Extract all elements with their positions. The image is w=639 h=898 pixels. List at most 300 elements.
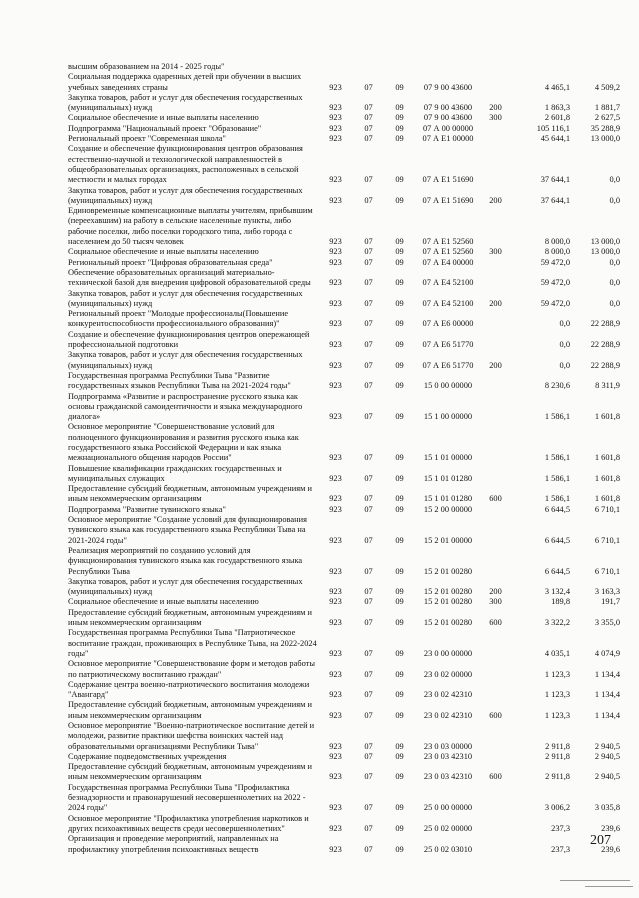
row-target-article: 15 2 00 00000 [423,504,473,514]
row-section-code: 07 [364,494,373,504]
row-expense-type [481,783,510,814]
row-ministry-code: 923 [329,412,342,422]
row-ministry-code: 923 [329,844,342,854]
row-name: Повышение квалификации гражданских государственных и муниципальных служащих [68,463,282,483]
table-row [68,113,620,123]
row-target-article: 07 9 00 43600 [423,82,473,92]
row-section-code: 07 [364,710,373,720]
row-target-article: 25 0 02 03010 [423,844,473,854]
row-section-code: 07 [364,453,373,463]
row-target-article: 23 0 00 00000 [423,648,473,658]
row-target-article: 23 0 02 00000 [423,669,473,679]
row-amount-year1: 37 644,1 [540,195,570,205]
row-section-code: 07 [364,823,373,833]
row-expense-type: 600 [489,710,502,720]
row-target-article: 23 0 03 42310 [423,772,473,782]
row-ministry-code: 923 [329,535,342,545]
row-expense-type: 300 [489,597,502,607]
row-amount-year1: 6 644,5 [544,535,570,545]
row-expense-type [481,721,510,752]
row-amount-year2: 1 134,4 [594,690,620,700]
row-expense-type: 300 [489,113,502,123]
row-expense-type [481,258,510,268]
row-target-article: 15 1 00 00000 [423,412,473,422]
row-expense-type: 200 [489,195,502,205]
row-expense-type [481,834,510,855]
row-amount-year1: 1 123,3 [544,669,570,679]
row-target-article: 07 А Е4 00000 [422,257,474,267]
row-amount-year1: 0,0 [559,319,570,329]
row-amount-year1: 237,3 [551,823,570,833]
row-ministry-code: 923 [329,340,342,350]
row-ministry-code: 923 [329,772,342,782]
row-subsection-code: 09 [395,844,404,854]
row-target-article: 07 9 00 43600 [423,103,473,113]
row-target-article: 15 1 01 01280 [423,473,473,483]
row-amount-year2: 1 134,4 [594,669,620,679]
row-subsection-code: 09 [395,473,404,483]
row-expense-type: 600 [489,494,502,504]
row-name: Закупка товаров, работ и услуг для обеспечения государственных (муниципальных) нужд [68,350,303,370]
row-subsection-code [384,62,415,72]
row-ministry-code: 923 [329,123,342,133]
row-name: Основное мероприятие "Совершенствование форм и методов работы по патриотическому воспитанию граждан" [68,659,315,679]
row-expense-type: 200 [489,298,502,308]
row-subsection-code: 09 [395,103,404,113]
table-row [68,505,620,515]
budget-table [68,62,620,855]
row-amount-year2: 35 288,9 [590,123,620,133]
row-target-article: 25 0 02 00000 [423,823,473,833]
row-section-code: 07 [364,103,373,113]
row-amount-year1: 45 644,1 [540,134,570,144]
row-name: Обеспечение образовательных организаций материально-технической базой для внедрения цифровой образовательной среды [68,267,311,288]
row-name: Предоставление субсидий бюджетным, автономным учреждениям и иным некоммерческим организациям [68,607,312,628]
row-expense-type [481,392,510,423]
table-row [68,289,620,310]
row-expense-type [481,515,510,546]
row-name: Единовременные компенсационные выплаты учителям, прибывшим (переехавшим) на работу в сельские населенные пункты, либо рабочие поселки, либо поселки городского типа, либо города с населением до 50 тысяч человек [68,206,313,247]
row-ministry-code: 923 [329,103,342,113]
row-name: Подпрограмма "Развитие тувинского языка" [68,504,226,514]
row-amount-year1: 2 911,8 [545,751,570,761]
row-subsection-code: 09 [395,772,404,782]
row-target-article: 15 1 01 01280 [423,494,473,504]
row-subsection-code: 09 [395,453,404,463]
row-name: Закупка товаров, работ и услуг для обеспечения государственных (муниципальных) нужд [68,185,303,205]
row-amount-year2 [570,62,620,72]
row-section-code: 07 [364,473,373,483]
row-amount-year1: 1 586,1 [544,494,570,504]
row-ministry-code: 923 [329,319,342,329]
row-ministry-code: 923 [329,566,342,576]
row-amount-year2: 1 601,8 [594,412,620,422]
table-row [68,834,620,855]
row-subsection-code: 09 [395,278,404,288]
row-amount-year1: 3 322,2 [544,618,570,628]
row-amount-year1: 2 911,8 [545,741,570,751]
row-amount-year1: 4 465,1 [544,82,570,92]
row-target-article: 07 9 00 43600 [423,113,473,123]
row-target-article: 15 2 01 00280 [423,618,473,628]
row-section-code: 07 [364,566,373,576]
row-subsection-code: 09 [395,340,404,350]
row-subsection-code: 09 [395,710,404,720]
row-expense-type [481,371,510,392]
row-target-article: 07 А Е6 00000 [422,319,474,329]
table-row [68,515,620,546]
row-name: Содержание центра военно-патриотического воспитания молодежи "Авангард" [68,679,310,700]
row-amount-year1: 3 132,4 [544,587,570,597]
row-section-code: 07 [364,195,373,205]
row-subsection-code: 09 [395,123,404,133]
table-row [68,124,620,134]
row-subsection-code: 09 [395,566,404,576]
table-row [68,814,620,835]
row-expense-type: 200 [489,360,502,370]
row-name: Закупка товаров, работ и услуг для обеспечения государственных (муниципальных) нужд [68,576,303,597]
table-row [68,752,620,762]
row-ministry-code: 923 [329,195,342,205]
row-amount-year2: 13 000,0 [590,237,620,247]
row-target-article: 07 А Е6 51770 [422,340,474,350]
row-ministry-code: 923 [329,381,342,391]
row-name: Государственная программа Республики Тыва "Профилактика безнадзорности и правонарушений несовершеннолетних на 2022 - 2024 годы" [68,782,306,813]
row-name: Предоставление субсидий бюджетным, автономным учреждениям и иным некоммерческим организациям [68,700,312,720]
row-subsection-code: 09 [395,237,404,247]
row-subsection-code: 09 [395,535,404,545]
row-amount-year2: 239,6 [601,844,620,854]
row-ministry-code: 923 [329,690,342,700]
row-section-code: 07 [364,669,373,679]
row-name: Создание и обеспечение функционирования центров опережающей профессиональной подготовки [68,329,310,350]
row-amount-year1: 1 586,1 [544,453,570,463]
row-subsection-code: 09 [395,618,404,628]
table-row [68,134,620,144]
row-expense-type [481,330,510,351]
row-ministry-code: 923 [329,648,342,658]
table-row [68,721,620,752]
row-subsection-code: 09 [395,134,404,144]
row-amount-year1: 2 601,8 [544,113,570,123]
table-row [68,422,620,463]
row-expense-type [481,309,510,330]
row-amount-year2: 1 134,4 [594,710,620,720]
row-section-code: 07 [364,278,373,288]
table-row [68,350,620,371]
row-subsection-code: 09 [395,690,404,700]
row-amount-year2: 0,0 [609,175,620,185]
row-expense-type [481,422,510,463]
row-amount-year2: 4 074,9 [594,648,620,658]
row-target-article: 07 А Е1 51690 [422,175,474,185]
row-target-article: 15 2 01 00280 [423,597,473,607]
row-name: Содержание подведомственных учреждения [68,751,227,761]
row-amount-year2: 4 509,2 [594,82,620,92]
row-section-code: 07 [364,690,373,700]
row-ministry-code: 923 [329,134,342,144]
row-target-article: 15 2 01 00280 [423,587,473,597]
row-expense-type [481,505,510,515]
row-ministry-code: 923 [329,504,342,514]
row-section-code: 07 [364,412,373,422]
row-amount-year2: 22 288,9 [590,340,620,350]
row-subsection-code: 09 [395,587,404,597]
row-subsection-code: 09 [395,803,404,813]
row-expense-type: 300 [489,247,502,257]
row-ministry-code: 923 [329,113,342,123]
row-target-article: 15 0 00 00000 [423,381,473,391]
table-row [68,268,620,289]
row-section-code: 07 [364,803,373,813]
row-section-code: 07 [364,123,373,133]
row-amount-year2: 22 288,9 [590,319,620,329]
row-amount-year2: 1 881,7 [594,103,620,113]
table-row [68,93,620,114]
row-expense-type [481,144,510,185]
row-expense-type [481,124,510,134]
row-name: Социальная поддержка одаренных детей при обучении в высших учебных заведениях страны [68,72,302,92]
row-ministry-code: 923 [329,237,342,247]
row-name: Подпрограмма "Национальный проект "Образование" [68,123,262,133]
table-row [68,247,620,257]
row-expense-type [481,206,510,247]
row-expense-type [481,752,510,762]
row-target-article: 15 1 01 00000 [423,453,473,463]
row-expense-type [481,628,510,659]
row-amount-year2: 2 940,5 [594,772,620,782]
row-expense-type [481,72,510,93]
row-name: Закупка товаров, работ и услуг для обеспечения государственных (муниципальных) нужд [68,92,303,113]
row-amount-year1: 0,0 [559,360,570,370]
row-section-code: 07 [364,360,373,370]
table-row [68,72,620,93]
row-subsection-code: 09 [395,669,404,679]
row-amount-year1: 1 586,1 [544,412,570,422]
row-amount-year1: 8 000,0 [544,237,570,247]
row-target-article: 15 2 01 00000 [423,535,473,545]
row-target-article: 07 А Е1 51690 [422,195,474,205]
row-target-article: 07 А Е4 52100 [422,298,474,308]
table-row [68,62,620,72]
row-ministry-code: 923 [329,741,342,751]
table-row [68,628,620,659]
row-target-article: 23 0 03 42310 [423,751,473,761]
table-row [68,700,620,721]
row-target-article: 07 А 00 00000 [422,123,474,133]
row-expense-type: 200 [489,103,502,113]
row-amount-year2: 3 355,0 [594,618,620,628]
row-amount-year1: 59 472,0 [540,298,570,308]
row-target-article: 07 А Е6 51770 [422,360,474,370]
row-ministry-code: 923 [329,298,342,308]
row-expense-type [481,464,510,485]
row-amount-year1: 3 006,2 [544,803,570,813]
row-amount-year2: 1 601,8 [594,494,620,504]
row-expense-type [481,814,510,835]
row-section-code: 07 [364,844,373,854]
table-row [68,309,620,330]
table-row [68,783,620,814]
row-amount-year1: 1 123,3 [544,690,570,700]
row-expense-type [481,134,510,144]
row-amount-year2: 239,6 [601,823,620,833]
row-ministry-code: 923 [329,453,342,463]
row-target-article: 07 А Е1 52560 [422,247,474,257]
table-row [68,330,620,351]
row-name: Государственная программа Республики Тыва "Патриотическое воспитание граждан, проживающих в Республике Тыва, на 2022-2024 годы" [68,628,317,658]
table-row [68,144,620,185]
table-row [68,577,620,598]
row-name: Организация и проведение мероприятий, направленных на профилактику употребления психоактивных веществ [68,834,279,854]
row-target-article [415,62,481,72]
row-amount-year1: 37 644,1 [540,175,570,185]
row-name: Социальное обеспечение и иные выплаты населению [68,247,259,257]
row-subsection-code: 09 [395,381,404,391]
row-ministry-code: 923 [329,587,342,597]
row-expense-type: 200 [489,587,502,597]
table-row [68,392,620,423]
row-ministry-code: 923 [329,82,342,92]
row-expense-type [481,546,510,577]
row-name: Основное мероприятие "Профилактика употребления наркотиков и других психоактивных веществ среди несовершеннолетних" [68,813,309,833]
row-section-code: 07 [364,319,373,329]
row-name: Региональный проект "Молодые профессионалы(Повышение конкурентоспособности профессионального образования)" [68,309,289,329]
row-amount-year2: 3 035,8 [594,803,620,813]
row-amount-year1: 237,3 [551,844,570,854]
row-target-article: 23 0 02 42310 [423,690,473,700]
row-ministry-code: 923 [329,823,342,833]
table-row [68,659,620,680]
row-subsection-code: 09 [395,494,404,504]
row-ministry-code: 923 [329,597,342,607]
row-amount-year1: 2 911,8 [545,772,570,782]
row-subsection-code: 09 [395,741,404,751]
row-subsection-code: 09 [395,319,404,329]
row-amount-year1: 8 000,0 [544,247,570,257]
row-amount-year2: 22 288,9 [590,360,620,370]
row-target-article: 07 А Е1 00000 [422,134,474,144]
row-amount-year1: 1 863,3 [544,103,570,113]
row-name: Государственная программа Республики Тыва "Развитие государственных языков Республики Тыва на 2021-2024 годы" [68,370,291,391]
row-ministry-code: 923 [329,669,342,679]
row-subsection-code: 09 [395,597,404,607]
row-name: Региональный проект "Цифровая образовательная среда" [68,257,273,267]
row-name: Социальное обеспечение и иные выплаты населению [68,597,259,607]
row-section-code: 07 [364,82,373,92]
row-ministry-code: 923 [329,257,342,267]
row-amount-year1: 0,0 [559,340,570,350]
row-name: Региональный проект "Современная школа" [68,134,226,144]
table-body [68,62,620,855]
row-amount-year2: 6 710,1 [594,566,620,576]
row-section-code: 07 [364,340,373,350]
row-name: Социальное обеспечение и иные выплаты населению [68,113,259,123]
table-row [68,608,620,629]
row-section-code: 07 [364,113,373,123]
table-row [68,206,620,247]
row-section-code: 07 [364,247,373,257]
row-target-article: 25 0 00 00000 [423,803,473,813]
row-section-code: 07 [364,618,373,628]
row-ministry-code: 923 [329,618,342,628]
row-section-code: 07 [364,648,373,658]
row-section-code: 07 [364,597,373,607]
table-row [68,484,620,505]
table-row [68,186,620,207]
row-section-code: 07 [364,381,373,391]
row-amount-year2: 0,0 [609,298,620,308]
row-name: Подпрограмма «Развитие и распространение русского языка как основы гражданской самоидентичности и языка международного диалога» [68,391,303,422]
row-expense-type [481,659,510,680]
row-subsection-code: 09 [395,113,404,123]
row-name: Предоставление субсидий бюджетным, автономным учреждениям и иным некоммерческим организациям [68,762,312,782]
row-ministry-code: 923 [329,751,342,761]
row-name: высшим образованием на 2014 - 2025 годы" [68,62,225,71]
row-subsection-code: 09 [395,823,404,833]
table-row [68,258,620,268]
row-ministry-code: 923 [329,710,342,720]
row-amount-year2: 191,7 [601,597,620,607]
row-name: Основное мероприятие "Создание условий для функционирования тувинского языка как государственного языка Республики Тыва на 2021-2024 годы" [68,515,307,545]
table-row [68,546,620,577]
row-amount-year1: 6 644,5 [544,566,570,576]
row-amount-year1 [510,62,570,72]
row-amount-year2: 0,0 [609,195,620,205]
row-amount-year2: 13 000,0 [590,134,620,144]
row-subsection-code: 09 [395,412,404,422]
row-name: Создание и обеспечение функционирования центров образования естественно-научной и технологической направленностей в общеобразовательных организациях, расположенных в сельской местности и малых городах [68,144,303,185]
row-amount-year1: 105 116,1 [536,123,570,133]
row-section-code: 07 [364,772,373,782]
row-name: Основное мероприятие "Военно-патриотическое воспитание детей и молодежи, развитие практики шефства воинских частей над образовательными организациями Республики Тыва" [68,721,315,751]
row-target-article: 07 А Е4 52100 [422,278,474,288]
row-amount-year2: 1 601,8 [594,473,620,483]
row-section-code: 07 [364,741,373,751]
row-ministry-code: 923 [329,278,342,288]
row-target-article: 23 0 03 00000 [423,741,473,751]
scan-artifact-line [560,880,630,881]
row-name: Основное мероприятие "Совершенствование условий для полноценного функционирования и развития русского языка как государственного языка Российской Федерации и как языка межнационального общения народов России" [68,422,299,463]
row-expense-type [481,268,510,289]
row-target-article: 23 0 02 42310 [423,710,473,720]
row-section-code: 07 [364,134,373,144]
row-section-code: 07 [364,237,373,247]
row-section-code: 07 [364,751,373,761]
row-subsection-code: 09 [395,175,404,185]
row-amount-year2: 8 311,9 [595,381,620,391]
row-ministry-code: 923 [329,175,342,185]
page-number: 207 [590,833,611,848]
row-subsection-code: 09 [395,257,404,267]
row-amount-year1: 59 472,0 [540,278,570,288]
row-subsection-code: 09 [395,360,404,370]
row-target-article: 07 А Е1 52560 [422,237,474,247]
row-subsection-code: 09 [395,504,404,514]
row-amount-year2: 2 940,5 [594,741,620,751]
row-expense-type: 600 [489,618,502,628]
row-amount-year2: 2 627,5 [594,113,620,123]
row-amount-year2: 6 710,1 [594,504,620,514]
row-amount-year1: 189,8 [551,597,570,607]
row-amount-year1: 4 035,1 [544,648,570,658]
row-amount-year2: 0,0 [609,257,620,267]
table-row [68,680,620,701]
row-amount-year1: 59 472,0 [540,257,570,267]
row-subsection-code: 09 [395,247,404,257]
row-section-code: 07 [364,535,373,545]
row-section-code: 07 [364,298,373,308]
